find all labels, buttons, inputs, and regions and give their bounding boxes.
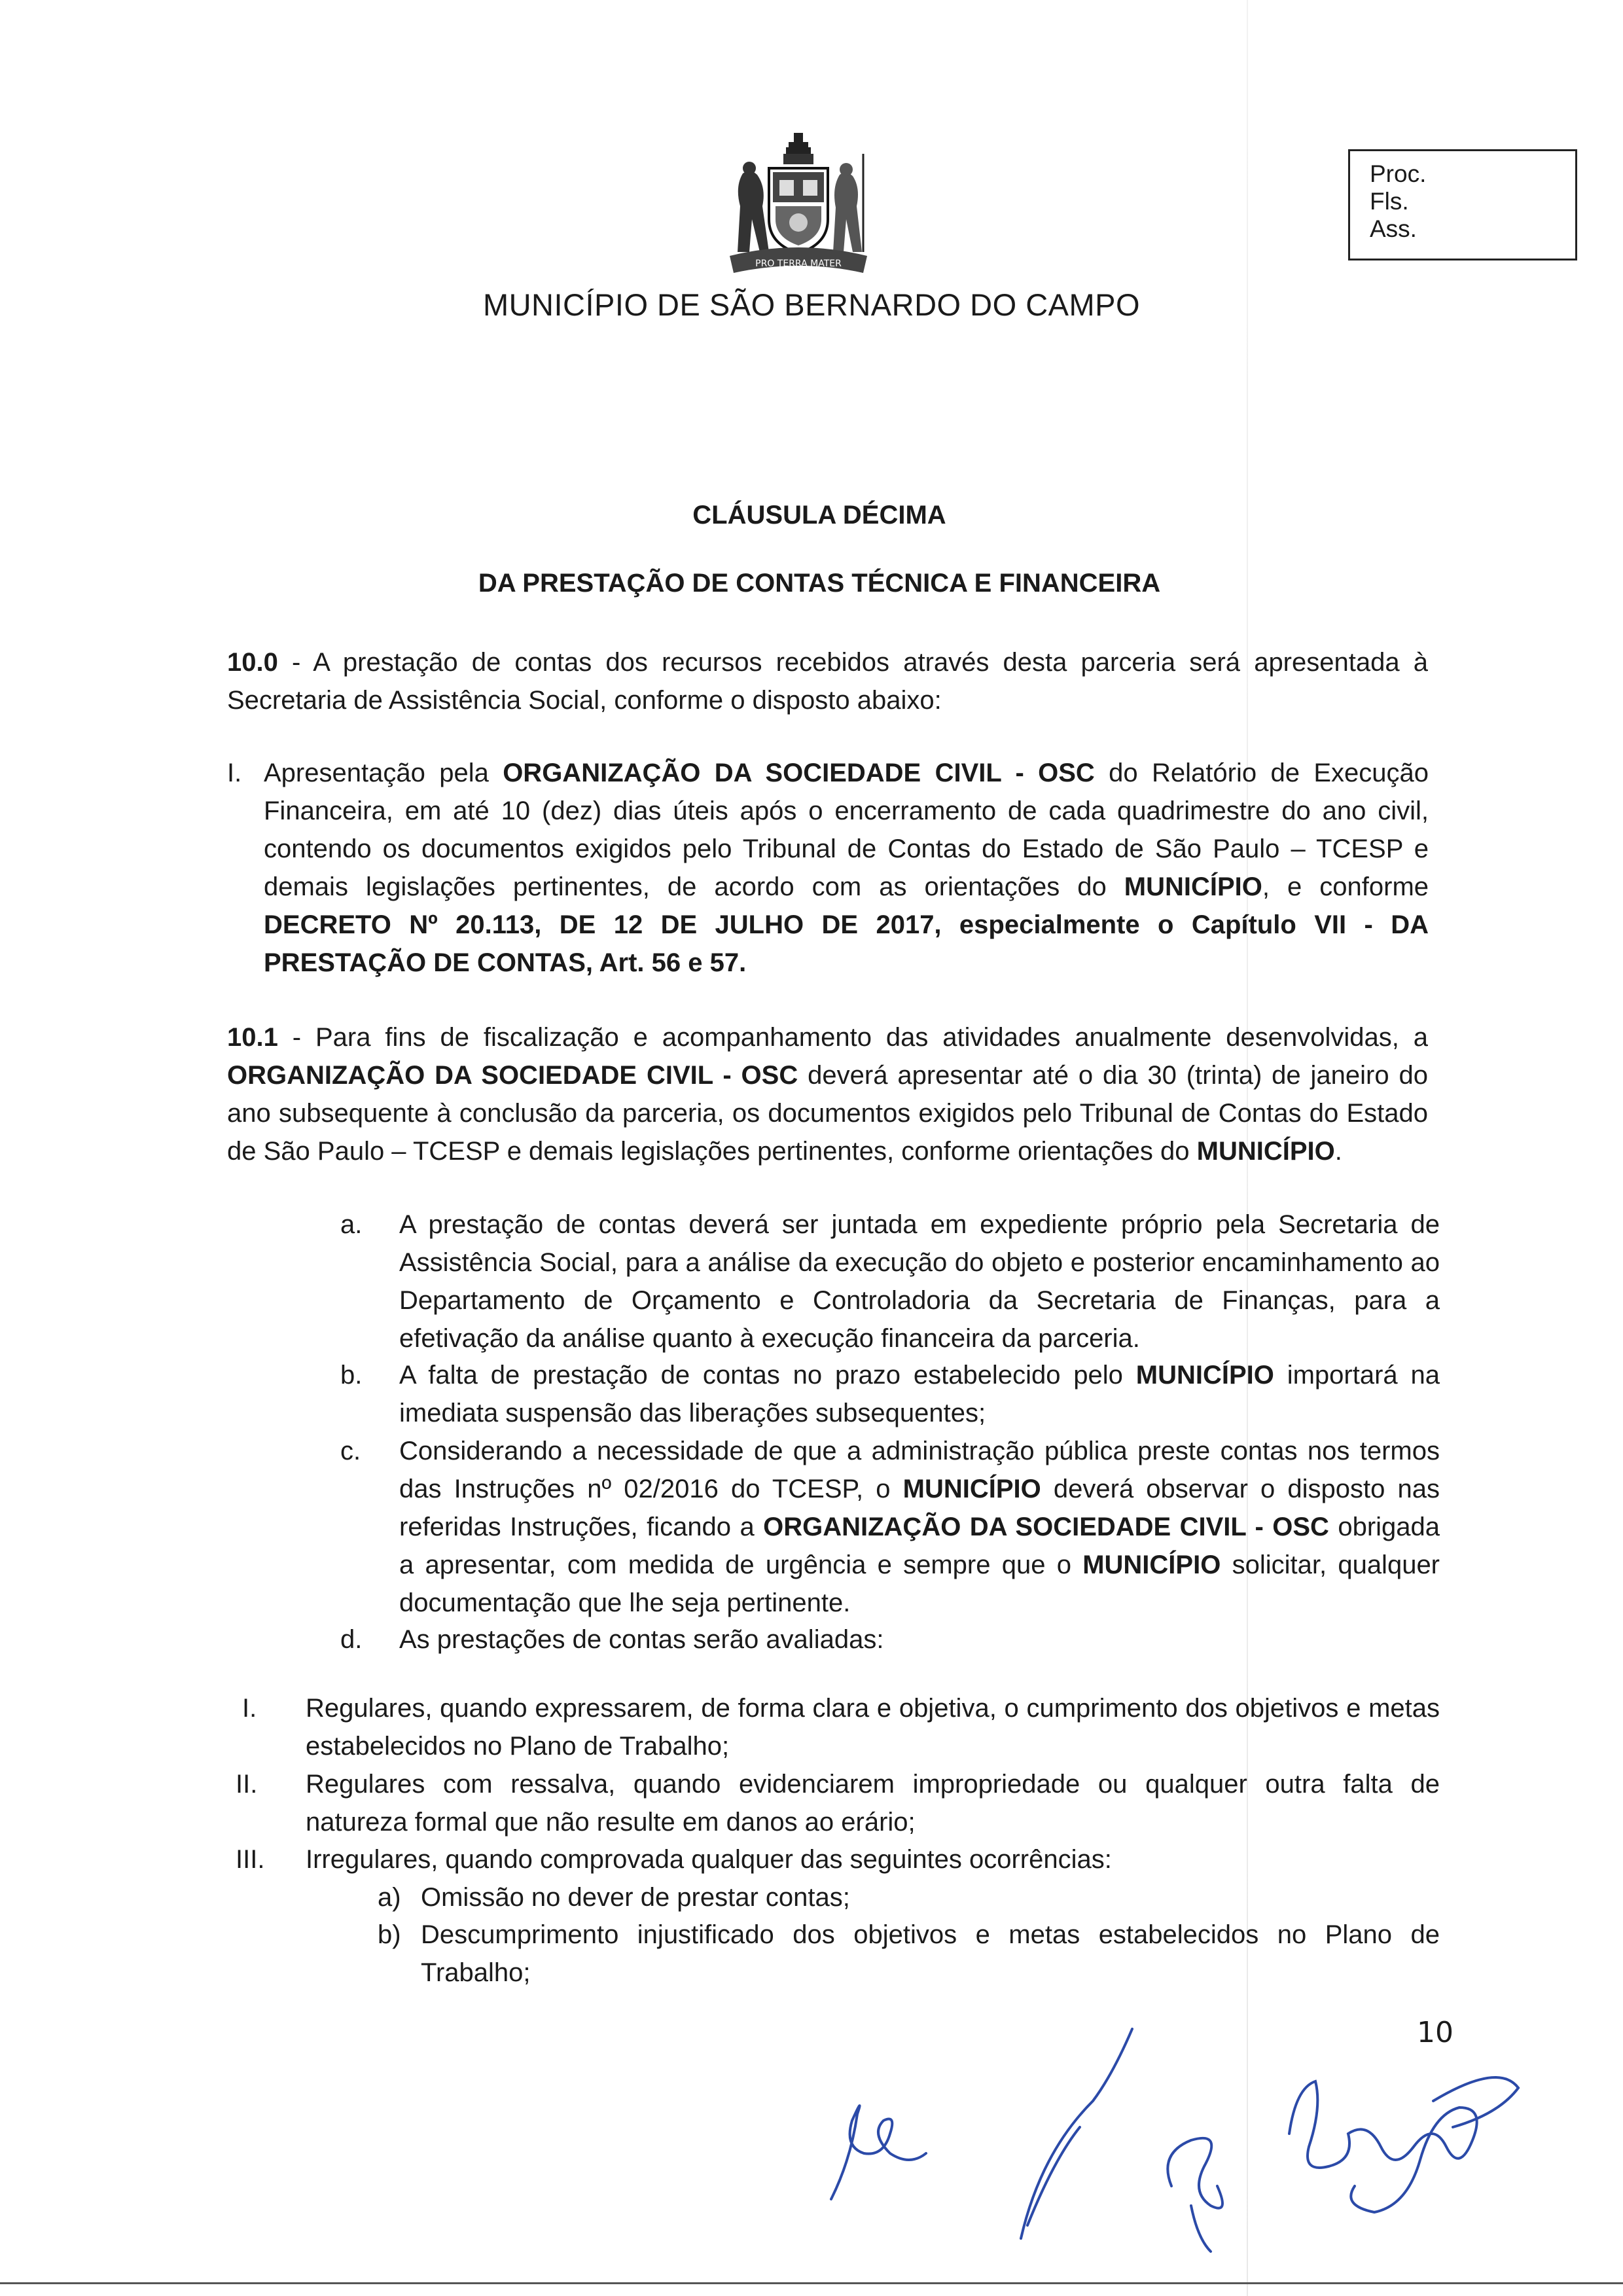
text-run: A falta de prestação de contas no prazo estabelecido pelo <box>399 1361 1136 1390</box>
text-run: . <box>1334 1137 1342 1166</box>
item-marker: b. <box>340 1361 363 1390</box>
roman-iii-a-text: Omissão no dever de prestar contas; <box>421 1883 850 1912</box>
item-c-text <box>399 1432 1440 1622</box>
paragraph-10-0 <box>227 643 1428 719</box>
signature-initial-1 <box>831 2106 926 2199</box>
paragraph-10-1 <box>227 1018 1428 1170</box>
signature-stroke-2b <box>1027 2127 1080 2225</box>
roman-marker: III. <box>236 1845 265 1874</box>
municipality-title: MUNICÍPIO DE SÃO BERNARDO DO CAMPO <box>482 287 1141 322</box>
signature-initial-4 <box>1289 2081 1477 2212</box>
roman-i-text: Regulares, quando expressarem, de forma clara e objetiva, o cumprimento dos objetivos e metas estabelecidos no Plano de Trabalho; <box>306 1694 1440 1761</box>
item-marker: I. <box>227 759 242 787</box>
clause-heading: CLÁUSULA DÉCIMA <box>692 501 946 529</box>
bold-run: DECRETO Nº 20.113, DE 12 DE JULHO DE 2017, especialmente o Capítulo VII - DA PRESTAÇÃO DE CONTAS, Art. 56 e 57. <box>264 910 1429 977</box>
proc-label: Proc. <box>1370 160 1427 187</box>
text-run: importará na imediata suspensão das liberações subsequentes; <box>399 1361 1440 1427</box>
bold-run: MUNICÍPIO <box>1124 872 1262 901</box>
text-run: obrigada a apresentar, com medida de urgência e sempre que o <box>399 1513 1440 1579</box>
bold-run: ORGANIZAÇÃO DA SOCIEDADE CIVIL - OSC <box>503 759 1095 787</box>
text-run: Considerando a necessidade de que a administração pública preste contas nos termos das Instruções nº 02/2016 do TCESP, o <box>399 1437 1440 1503</box>
roman-marker: II. <box>236 1770 258 1799</box>
text-run: - Para fins de fiscalização e acompanhamento das atividades anualmente desenvolvidas, a <box>277 1023 1428 1052</box>
item-I-text <box>264 754 1429 982</box>
signature-initial-3 <box>1168 2138 1222 2251</box>
bold-run: MUNICÍPIO <box>1196 1137 1335 1166</box>
bold-run: ORGANIZAÇÃO DA SOCIEDADE CIVIL - OSC <box>763 1513 1329 1541</box>
ass-label: Ass. <box>1370 215 1417 242</box>
text-run: deverá observar o disposto nas referidas Instruções, ficando a <box>399 1475 1440 1541</box>
roman-iii-text: Irregulares, quando comprovada qualquer das seguintes ocorrências: <box>306 1845 1112 1874</box>
crest-ribbon-text: PRO TERRA MATER <box>755 259 842 269</box>
bold-run: ORGANIZAÇÃO DA SOCIEDADE CIVIL - OSC <box>227 1061 798 1090</box>
text-run: do Relatório de Execução Financeira, em até 10 (dez) dias úteis após o encerramento de cada quadrimestre do ano civil, contendo os documentos exigidos pelo Tribunal de Contas do Estado de São Paulo – TCESP e demais legislações pertinentes, de acordo com as orientações do <box>264 759 1429 901</box>
item-b-text <box>399 1356 1440 1432</box>
item-marker: a. <box>340 1210 363 1239</box>
text-run: Apresentação pela <box>264 759 503 787</box>
roman-ii-text: Regulares com ressalva, quando evidenciarem impropriedade ou qualquer outra falta de natureza formal que não resulte em danos ao erário; <box>306 1770 1440 1837</box>
item-a-text: A prestação de contas deverá ser juntada em expediente próprio pela Secretaria de Assistência Social, para a análise da execução do objeto e posterior encaminhamento ao Departamento de Orçamento e Controladoria da Secretaria de Finanças, para a efetivação da análise quanto à execução financeira da parceria. <box>399 1210 1440 1353</box>
item-marker: c. <box>340 1437 361 1465</box>
text-run: , e conforme <box>1262 872 1429 901</box>
roman-marker: I. <box>242 1694 257 1723</box>
signature-flourish <box>1433 2077 1518 2127</box>
fls-label: Fls. <box>1370 188 1409 215</box>
subitem-marker: b) <box>378 1920 401 1949</box>
signatures <box>805 1990 1558 2271</box>
proc-stamp-box <box>1348 149 1577 260</box>
item-marker: d. <box>340 1625 363 1654</box>
text-run: deverá apresentar até o dia 30 (trinta) de janeiro do ano subsequente à conclusão da parceria, os documentos exigidos pelo Tribunal de Contas do Estado de São Paulo – TCESP e demais legislações pertinentes, conforme orientações do <box>227 1061 1428 1166</box>
bold-run: MUNICÍPIO <box>1135 1361 1274 1390</box>
paragraph-text: - A prestação de contas dos recursos recebidos através desta parceria será apresentada à Secretaria de Assistência Social, conforme o disposto abaixo: <box>227 648 1428 715</box>
coat-of-arms-logo <box>723 128 874 285</box>
bold-run: MUNICÍPIO <box>1082 1551 1221 1579</box>
signature-stroke-2 <box>1021 2029 1132 2238</box>
scan-bottom-edge <box>0 2282 1623 2284</box>
subitem-marker: a) <box>378 1883 401 1912</box>
paragraph-number: 10.1 <box>227 1023 278 1052</box>
page-number: 10 <box>1417 2016 1454 2049</box>
roman-iii-b-text: Descumprimento injustificado dos objetivos e metas estabelecidos no Plano de Trabalho; <box>421 1920 1440 1987</box>
clause-subtitle: DA PRESTAÇÃO DE CONTAS TÉCNICA E FINANCEIRA <box>478 569 1161 598</box>
text-run: solicitar, qualquer documentação que lhe seja pertinente. <box>399 1551 1440 1617</box>
paragraph-number: 10.0 <box>227 648 278 677</box>
item-d-text: As prestações de contas serão avaliadas: <box>399 1625 884 1654</box>
bold-run: MUNICÍPIO <box>902 1475 1041 1503</box>
